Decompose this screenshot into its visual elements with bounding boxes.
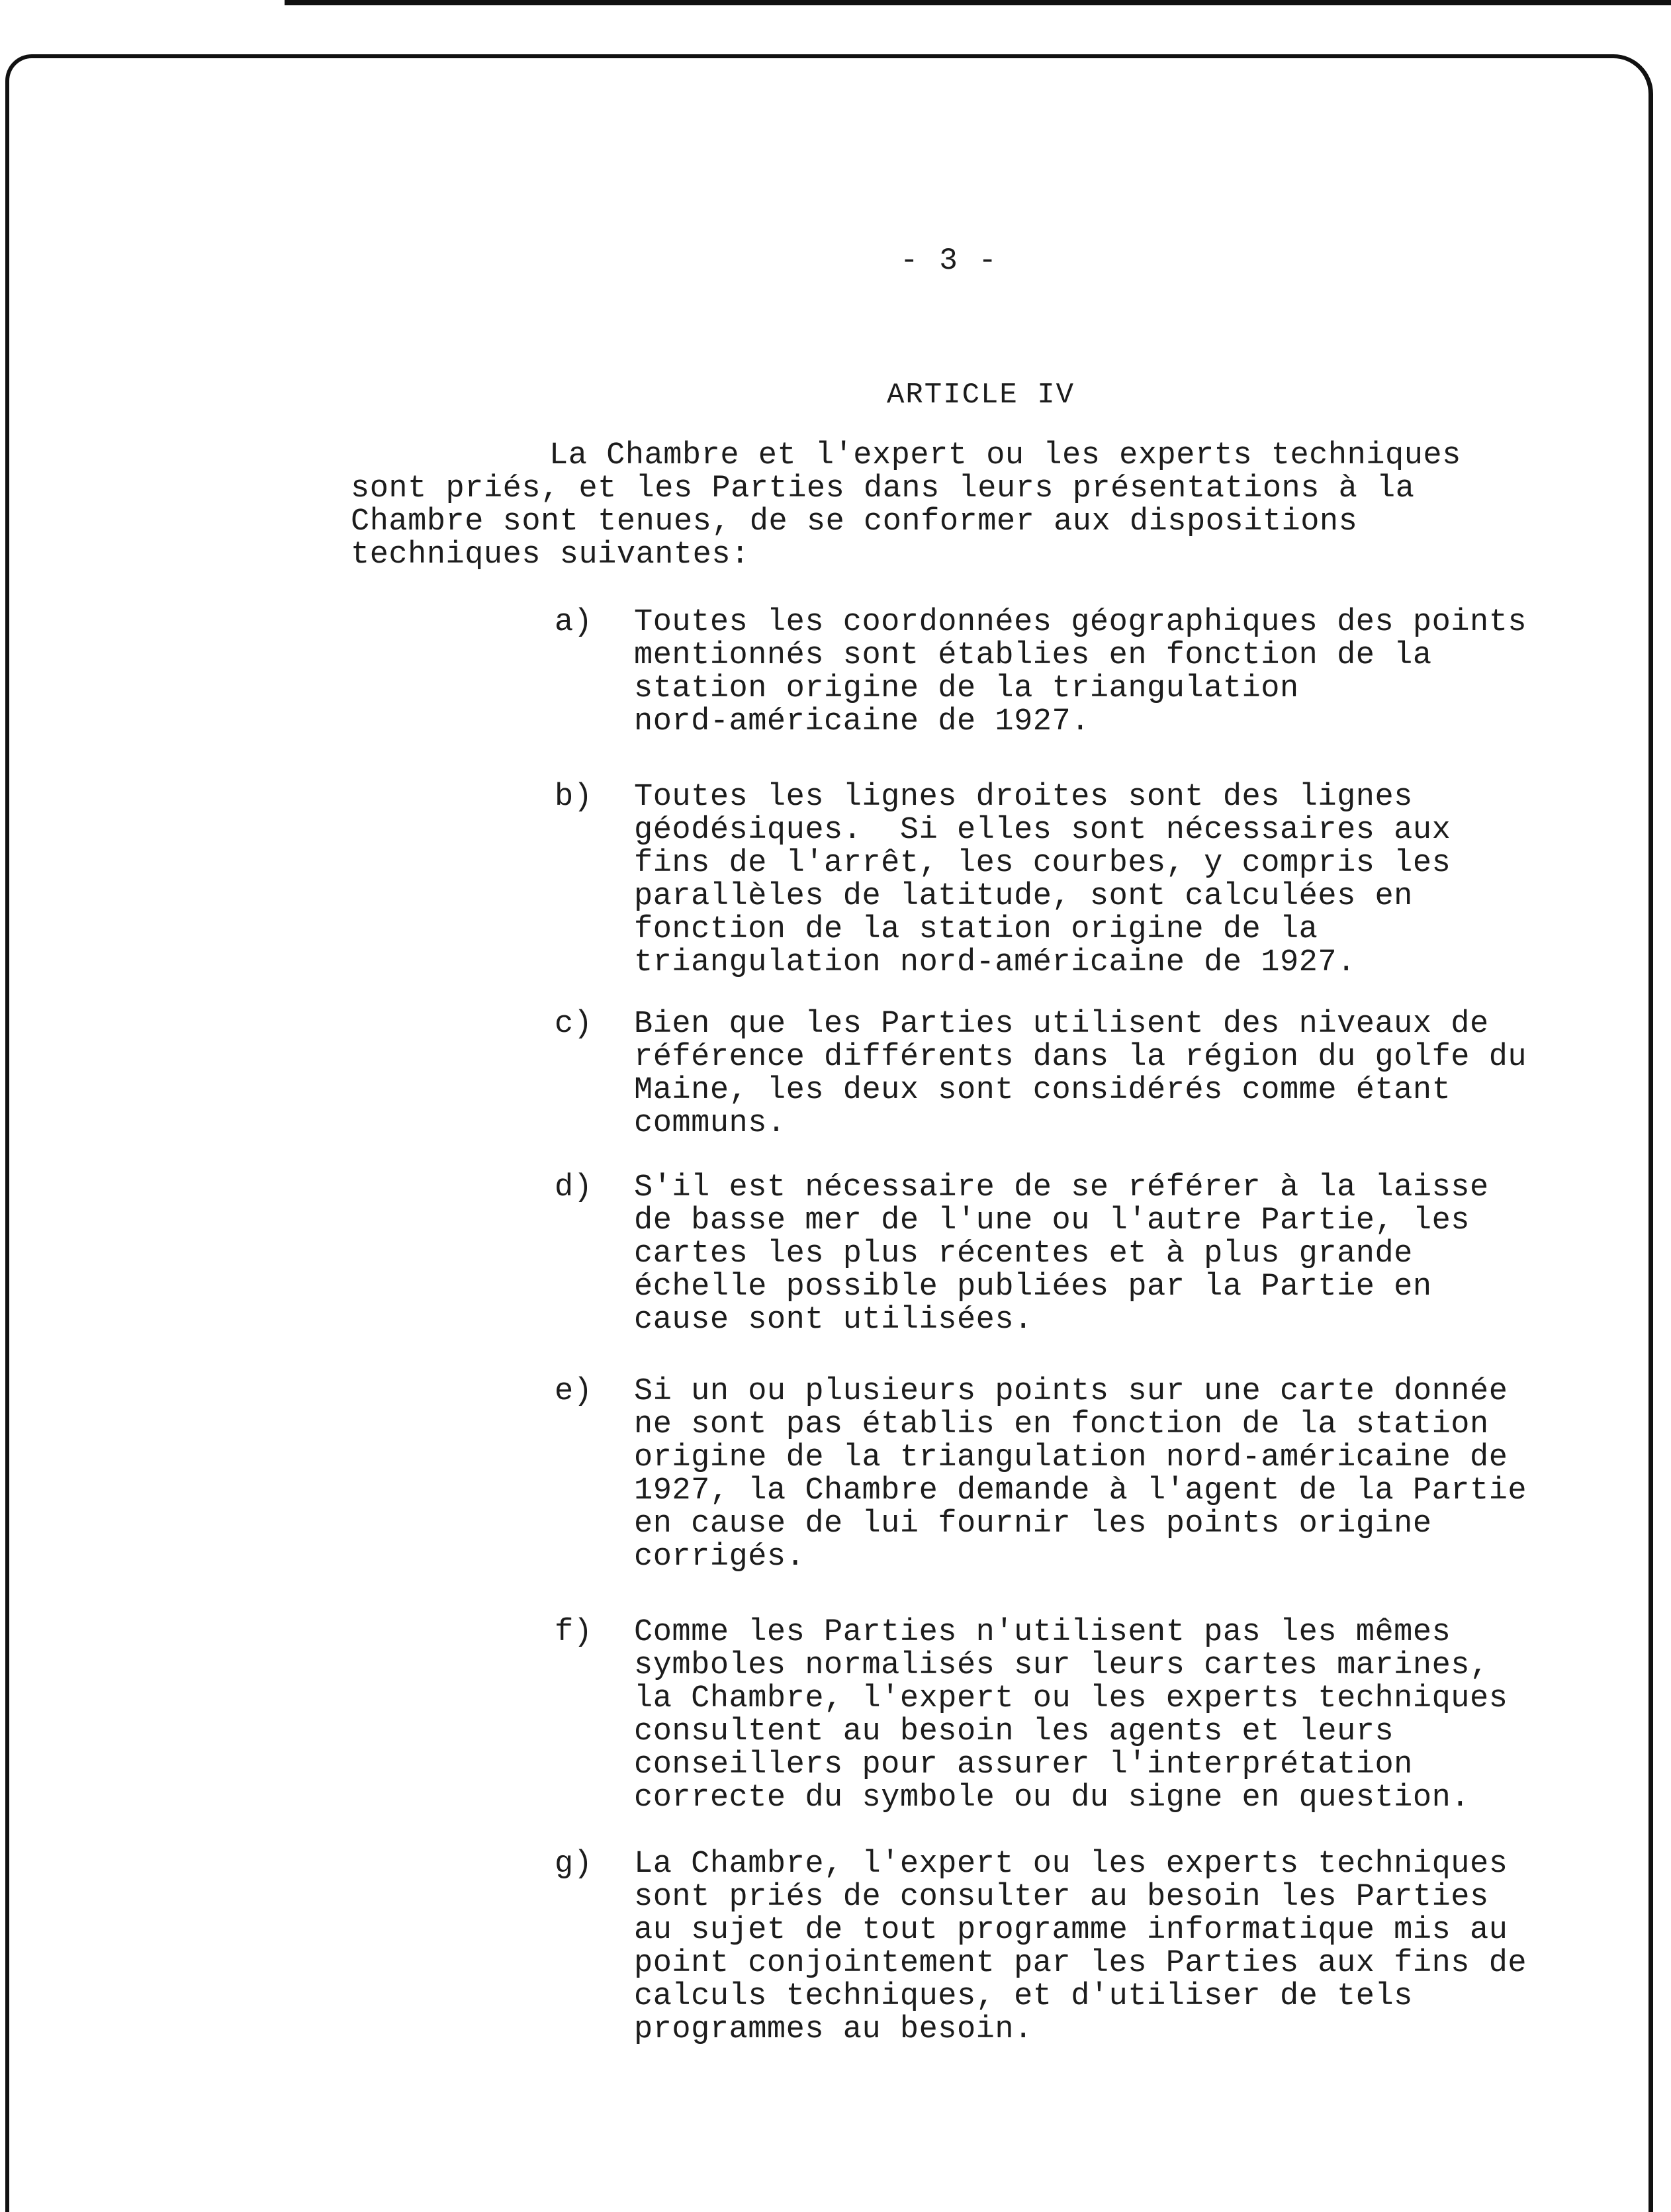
provision-f [555, 1616, 1613, 1815]
page-number: - 3 - [900, 244, 999, 278]
provision-line: communs. [634, 1106, 786, 1141]
scan-top-edge [285, 0, 1671, 5]
provision-text [634, 1375, 1613, 1574]
intro-line: sont priés, et les Parties dans leurs présentations à la [351, 471, 1415, 506]
provision-label: e) [555, 1374, 593, 1409]
provision-d [555, 1172, 1613, 1337]
provision-text [634, 1616, 1613, 1815]
article-heading: ARTICLE IV [887, 379, 1075, 412]
provision-line: sont priés de consulter au besoin les Parties [634, 1880, 1489, 1915]
provision-label: b) [555, 780, 593, 815]
provision-line: triangulation nord-américaine de 1927. [634, 945, 1356, 980]
provision-line: nord-américaine de 1927. [634, 704, 1090, 739]
provision-text [634, 1172, 1613, 1337]
intro-line: techniques suivantes: [351, 537, 750, 573]
provision-line: référence différents dans la région du golfe du [634, 1040, 1527, 1075]
provision-line: au sujet de tout programme informatique mis au [634, 1913, 1508, 1948]
provision-line: symboles normalisés sur leurs cartes marines, [634, 1648, 1489, 1683]
provision-line: fonction de la station origine de la [634, 912, 1318, 947]
provision-line: consultent au besoin les agents et leurs [634, 1714, 1394, 1749]
provision-line: Bien que les Parties utilisent des niveaux de [634, 1007, 1489, 1042]
provision-line: cartes les plus récentes et à plus grande [634, 1236, 1413, 1271]
intro-line: Chambre sont tenues, de se conformer aux dispositions [351, 504, 1358, 539]
provision-line: Toutes les coordonnées géographiques des points [634, 605, 1527, 640]
provision-text [634, 1008, 1613, 1140]
provision-line: corrigés. [634, 1540, 805, 1575]
provision-b [555, 781, 1613, 980]
provision-label: d) [555, 1170, 593, 1205]
provision-line: échelle possible publiées par la Partie en [634, 1269, 1432, 1305]
provision-text [634, 781, 1613, 980]
provision-text [634, 1848, 1613, 2047]
provision-line: ne sont pas établis en fonction de la station [634, 1407, 1489, 1442]
provision-text [634, 606, 1613, 739]
provision-label: f) [555, 1615, 593, 1650]
intro-paragraph [351, 439, 1529, 572]
provision-line: Si un ou plusieurs points sur une carte donnée [634, 1374, 1508, 1409]
provision-line: cause sont utilisées. [634, 1303, 1033, 1338]
provision-c [555, 1008, 1613, 1140]
provision-line: station origine de la triangulation [634, 671, 1299, 706]
provision-line: géodésiques. Si elles sont nécessaires aux [634, 813, 1451, 848]
provision-line: mentionnés sont établies en fonction de la [634, 638, 1432, 673]
provision-line: calculs techniques, et d'utiliser de tels [634, 1979, 1413, 2014]
provision-line: correcte du symbole ou du signe en question. [634, 1780, 1470, 1816]
provision-line: conseillers pour assurer l'interprétation [634, 1747, 1413, 1782]
provision-e [555, 1375, 1613, 1574]
provision-line: origine de la triangulation nord-américaine de [634, 1440, 1508, 1475]
provision-line: en cause de lui fournir les points origine [634, 1506, 1432, 1542]
provision-label: a) [555, 605, 593, 640]
provision-g [555, 1848, 1613, 2047]
provision-line: Comme les Parties n'utilisent pas les mêmes [634, 1615, 1451, 1650]
provision-line: 1927, la Chambre demande à l'agent de la Partie [634, 1473, 1527, 1508]
intro-line: La Chambre et l'expert ou les experts techniques [549, 438, 1461, 473]
provision-line: de basse mer de l'une ou l'autre Partie, les [634, 1203, 1470, 1238]
provision-line: parallèles de latitude, sont calculées en [634, 879, 1413, 914]
provision-label: c) [555, 1007, 593, 1042]
provision-line: point conjointement par les Parties aux fins de [634, 1946, 1527, 1981]
provision-label: g) [555, 1847, 593, 1882]
provision-line: La Chambre, l'expert ou les experts techniques [634, 1847, 1508, 1882]
provision-line: la Chambre, l'expert ou les experts techniques [634, 1681, 1508, 1716]
provision-line: Toutes les lignes droites sont des lignes [634, 780, 1413, 815]
provision-line: fins de l'arrêt, les courbes, y compris les [634, 846, 1451, 881]
provision-line: Maine, les deux sont considérés comme étant [634, 1073, 1451, 1108]
provision-line: programmes au besoin. [634, 2012, 1033, 2047]
provision-a [555, 606, 1613, 739]
provision-line: S'il est nécessaire de se référer à la laisse [634, 1170, 1489, 1205]
